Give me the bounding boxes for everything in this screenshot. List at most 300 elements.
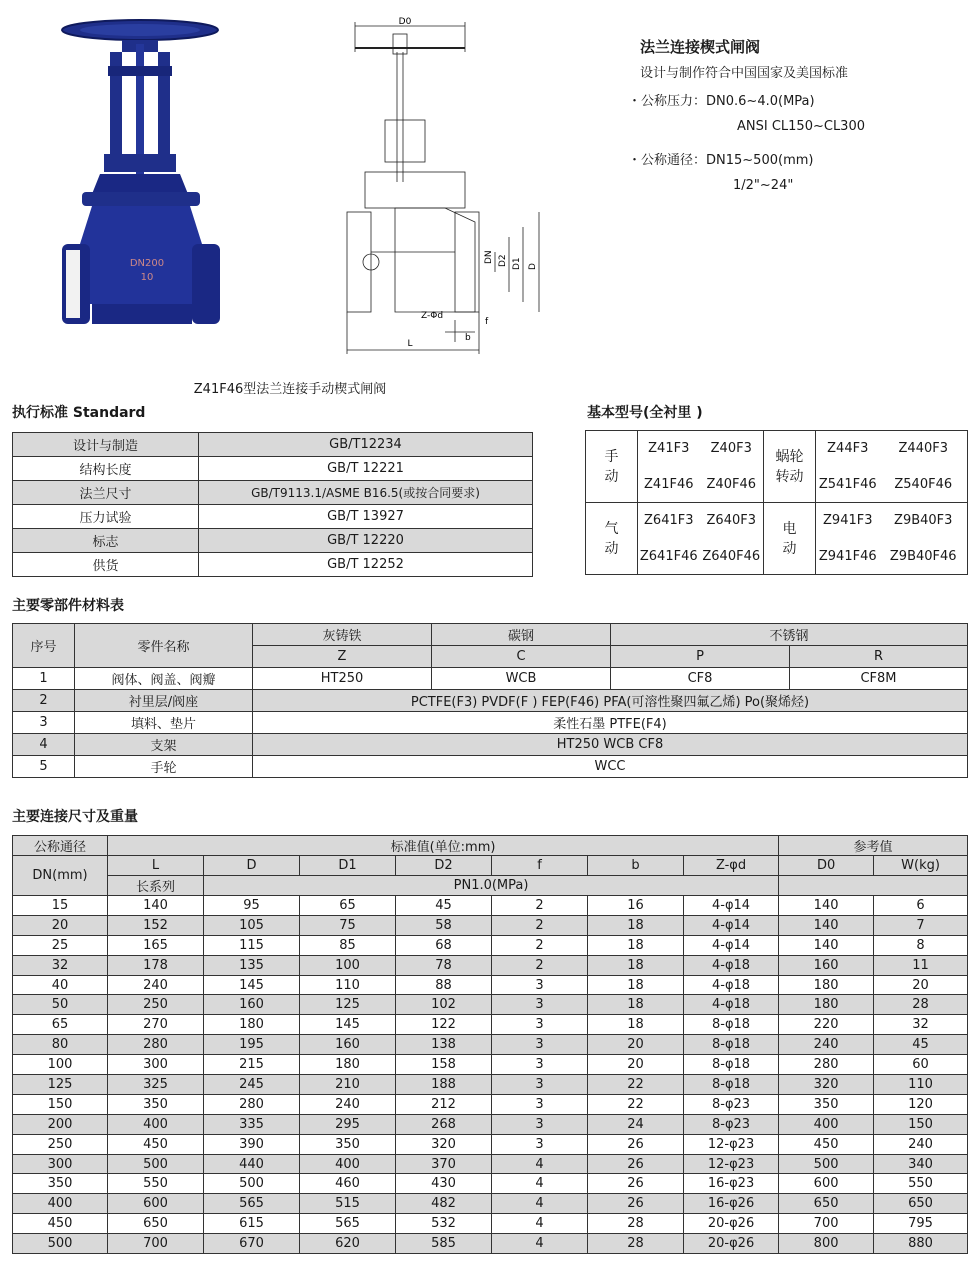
- dim-cell: 26: [588, 1154, 684, 1174]
- model-cell: Z641F46: [638, 539, 700, 575]
- model-cell: Z41F3: [638, 431, 700, 467]
- mat-value: HT250: [253, 668, 432, 690]
- table-row: [13, 1094, 968, 1114]
- dim-cell: 350: [13, 1174, 108, 1194]
- table-row: [13, 975, 968, 995]
- dim-cell: 3: [492, 975, 588, 995]
- dim-h-std: 标准值(单位:mm): [108, 836, 779, 856]
- table-row: [13, 529, 533, 553]
- bore-inch: 1/2"~24": [733, 178, 794, 193]
- body-mark-1: DN200: [129, 258, 165, 269]
- model-cell: Z40F46: [700, 467, 764, 503]
- dim-cell: 4: [492, 1154, 588, 1174]
- dim-cell: 120: [874, 1094, 968, 1114]
- dim-cell: 45: [396, 896, 492, 916]
- mat-c-z: Z: [253, 646, 432, 668]
- dim-cell: 58: [396, 915, 492, 935]
- dim-cell: 65: [13, 1015, 108, 1035]
- dim-cell: 105: [204, 915, 300, 935]
- standards-table: [12, 432, 533, 577]
- dim-cell: 270: [108, 1015, 204, 1035]
- dim-cell: 400: [779, 1114, 874, 1134]
- dim-h-f: f: [492, 856, 588, 876]
- dim-cell: 6: [874, 896, 968, 916]
- dim-cell: 350: [779, 1094, 874, 1114]
- dim-cell: 532: [396, 1214, 492, 1234]
- dim-cell: 2: [492, 935, 588, 955]
- dim-cell: 100: [300, 955, 396, 975]
- standard-item: 标志: [13, 529, 199, 553]
- dim-cell: 250: [108, 995, 204, 1015]
- dim-cell: 160: [779, 955, 874, 975]
- dim-cell: 180: [204, 1015, 300, 1035]
- model-cell: Z44F3: [816, 431, 880, 467]
- dim-cell: 22: [588, 1075, 684, 1095]
- dim-cell: 500: [13, 1234, 108, 1254]
- standard-value: GB/T9113.1/ASME B16.5(或按合同要求): [199, 481, 533, 505]
- dim-cell: 450: [779, 1134, 874, 1154]
- dim-cell: 880: [874, 1234, 968, 1254]
- dim-cell: 152: [108, 915, 204, 935]
- mat-name: 支架: [75, 734, 253, 756]
- mat-h-iron: 灰铸铁: [253, 624, 432, 646]
- table-row: [13, 553, 533, 577]
- dim-cell: 25: [13, 935, 108, 955]
- table-row: [13, 995, 968, 1015]
- dim-cell: 550: [108, 1174, 204, 1194]
- dim-cell: 515: [300, 1194, 396, 1214]
- dim-cell: 240: [108, 975, 204, 995]
- mat-value: WCC: [253, 756, 968, 778]
- dim-cell: 16-φ23: [684, 1174, 779, 1194]
- dim-cell: 585: [396, 1234, 492, 1254]
- label-f: f: [485, 317, 489, 327]
- dim-cell: 16-φ26: [684, 1194, 779, 1214]
- table-row: [13, 457, 533, 481]
- dim-h-L: L: [108, 856, 204, 876]
- dim-h-pn: PN1.0(MPa): [204, 876, 779, 896]
- table-row: [13, 690, 968, 712]
- table-row: [13, 1015, 968, 1035]
- standard-value: GB/T 12221: [199, 457, 533, 481]
- dim-cell: 15: [13, 896, 108, 916]
- product-desc: 设计与制作符合中国国家及美国标准: [640, 66, 849, 81]
- dim-cell: 482: [396, 1194, 492, 1214]
- dim-h-D0: D0: [779, 856, 874, 876]
- dim-cell: 12-φ23: [684, 1134, 779, 1154]
- dim-cell: 4-φ14: [684, 915, 779, 935]
- dim-cell: 565: [300, 1214, 396, 1234]
- table-row: [13, 505, 533, 529]
- dim-cell: 85: [300, 935, 396, 955]
- technical-drawing: [335, 12, 560, 357]
- dim-cell: 600: [108, 1194, 204, 1214]
- mat-value: CF8: [611, 668, 790, 690]
- dim-cell: 26: [588, 1174, 684, 1194]
- dim-cell: 400: [13, 1194, 108, 1214]
- dim-cell: 245: [204, 1075, 300, 1095]
- table-row: [13, 756, 968, 778]
- mat-c-c: C: [432, 646, 611, 668]
- dim-cell: 140: [779, 915, 874, 935]
- dim-cell: 8: [874, 935, 968, 955]
- dim-cell: 22: [588, 1094, 684, 1114]
- label-d: D: [528, 263, 538, 270]
- dim-cell: 700: [108, 1234, 204, 1254]
- dim-cell: 68: [396, 935, 492, 955]
- dim-cell: 615: [204, 1214, 300, 1234]
- dim-cell: 180: [300, 1055, 396, 1075]
- table-row: [13, 955, 968, 975]
- dim-cell: 122: [396, 1015, 492, 1035]
- table-row: [13, 712, 968, 734]
- dim-cell: 460: [300, 1174, 396, 1194]
- dim-cell: 195: [204, 1035, 300, 1055]
- dim-cell: 100: [13, 1055, 108, 1075]
- dim-cell: 188: [396, 1075, 492, 1095]
- dim-cell: 370: [396, 1154, 492, 1174]
- standard-value: GB/T12234: [199, 433, 533, 457]
- dim-cell: 325: [108, 1075, 204, 1095]
- dim-header-row: [13, 836, 968, 856]
- dim-cell: 650: [779, 1194, 874, 1214]
- pressure-label: ・公称压力：: [628, 94, 707, 109]
- model-cell: Z541F46: [816, 467, 880, 503]
- mat-c-r: R: [790, 646, 968, 668]
- dim-cell: 26: [588, 1194, 684, 1214]
- label-d0: D0: [398, 17, 412, 27]
- label-zd: Z-Φd: [421, 311, 444, 321]
- dim-cell: 280: [779, 1055, 874, 1075]
- electric-label: 电 动: [764, 503, 816, 575]
- dim-cell: 3: [492, 1035, 588, 1055]
- dim-cell: 28: [874, 995, 968, 1015]
- mat-name: 手轮: [75, 756, 253, 778]
- dim-cell: 3: [492, 1134, 588, 1154]
- pressure-line: [628, 90, 815, 109]
- mat-no: 1: [13, 668, 75, 690]
- dim-cell: 16: [588, 896, 684, 916]
- mat-name: 阀体、阀盖、阀瓣: [75, 668, 253, 690]
- dim-cell: 8-φ18: [684, 1055, 779, 1075]
- dim-cell: 500: [779, 1154, 874, 1174]
- dim-cell: 110: [874, 1075, 968, 1095]
- mat-h-no: 序号: [13, 624, 75, 668]
- pressure-ansi: ANSI CL150~CL300: [737, 119, 865, 134]
- pressure-value: DN0.6~4.0(MPa): [706, 94, 815, 109]
- dim-cell: 32: [874, 1015, 968, 1035]
- label-d2: D2: [498, 254, 508, 267]
- dim-cell: 4-φ14: [684, 896, 779, 916]
- manual-label: 手 动: [586, 431, 638, 503]
- dim-cell: 3: [492, 995, 588, 1015]
- dim-cell: 158: [396, 1055, 492, 1075]
- standard-value: GB/T 13927: [199, 505, 533, 529]
- dim-cell: 450: [108, 1134, 204, 1154]
- dim-cell: 220: [779, 1015, 874, 1035]
- worm-label: 蜗轮 转动: [764, 431, 816, 503]
- model-cell: Z40F3: [700, 431, 764, 467]
- dim-cell: 125: [300, 995, 396, 1015]
- dim-cell: 200: [13, 1114, 108, 1134]
- dim-cell: 3: [492, 1094, 588, 1114]
- dim-cell: 2: [492, 955, 588, 975]
- table-row: [13, 1114, 968, 1134]
- dim-h-W: W(kg): [874, 856, 968, 876]
- standard-item: 设计与制造: [13, 433, 199, 457]
- label-dn: DN: [484, 250, 494, 264]
- dim-cell: 2: [492, 915, 588, 935]
- model-row: [586, 503, 968, 539]
- dim-cell: 32: [13, 955, 108, 975]
- dim-cell: 350: [300, 1134, 396, 1154]
- bore-value: DN15~500(mm): [706, 153, 814, 168]
- dim-cell: 670: [204, 1234, 300, 1254]
- dim-cell: 240: [779, 1035, 874, 1055]
- dim-cell: 295: [300, 1114, 396, 1134]
- models-title: 基本型号(全衬里 ): [587, 405, 703, 421]
- dim-cell: 150: [13, 1094, 108, 1114]
- dim-cell: 2: [492, 896, 588, 916]
- dim-cell: 620: [300, 1234, 396, 1254]
- model-cell: Z440F3: [880, 431, 968, 467]
- dim-cell: 140: [779, 896, 874, 916]
- dim-cell: 320: [779, 1075, 874, 1095]
- dim-cell: 550: [874, 1174, 968, 1194]
- dim-cell: 135: [204, 955, 300, 975]
- dim-cell: 145: [204, 975, 300, 995]
- standard-item: 压力试验: [13, 505, 199, 529]
- table-row: [13, 915, 968, 935]
- dim-cell: 28: [588, 1234, 684, 1254]
- dim-cell: 80: [13, 1035, 108, 1055]
- mat-name: 衬里层/阀座: [75, 690, 253, 712]
- dim-h-ref: 参考值: [779, 836, 968, 856]
- table-row: [13, 1055, 968, 1075]
- dim-h-Z: Z-φd: [684, 856, 779, 876]
- photo-caption: Z41F46型法兰连接手动楔式闸阀: [193, 382, 387, 397]
- mat-name: 填料、垫片: [75, 712, 253, 734]
- dim-cell: 4-φ18: [684, 995, 779, 1015]
- dim-cell: 430: [396, 1174, 492, 1194]
- dim-cell: 18: [588, 955, 684, 975]
- dim-cell: 650: [108, 1214, 204, 1234]
- dim-cell: 500: [204, 1174, 300, 1194]
- dim-cell: 215: [204, 1055, 300, 1075]
- table-row: [13, 433, 533, 457]
- dim-cell: 4-φ18: [684, 975, 779, 995]
- dim-cell: 3: [492, 1015, 588, 1035]
- mat-no: 2: [13, 690, 75, 712]
- dim-cell: 240: [874, 1134, 968, 1154]
- dim-cell: 50: [13, 995, 108, 1015]
- dim-cell: 20: [874, 975, 968, 995]
- dim-cell: 500: [108, 1154, 204, 1174]
- table-row: [13, 1174, 968, 1194]
- model-cell: Z941F46: [816, 539, 880, 575]
- dim-cell: 180: [779, 995, 874, 1015]
- dim-cell: 102: [396, 995, 492, 1015]
- dim-cell: 300: [13, 1154, 108, 1174]
- body-mark-2: 10: [140, 272, 154, 283]
- model-cell: Z41F46: [638, 467, 700, 503]
- dim-cell: 20-φ26: [684, 1234, 779, 1254]
- mat-h-name: 零件名称: [75, 624, 253, 668]
- dim-cell: 140: [779, 935, 874, 955]
- dim-cell: 95: [204, 896, 300, 916]
- dim-cell: 75: [300, 915, 396, 935]
- dim-cell: 4: [492, 1194, 588, 1214]
- table-row: [13, 1035, 968, 1055]
- dim-cell: 20-φ26: [684, 1214, 779, 1234]
- dim-cell: 212: [396, 1094, 492, 1114]
- dim-cell: 18: [588, 995, 684, 1015]
- dim-cell: 140: [108, 896, 204, 916]
- dim-cell: 160: [300, 1035, 396, 1055]
- dim-cell: 178: [108, 955, 204, 975]
- dim-cell: 565: [204, 1194, 300, 1214]
- dim-cell: 11: [874, 955, 968, 975]
- dim-cell: 4: [492, 1174, 588, 1194]
- dim-cell: 3: [492, 1114, 588, 1134]
- dim-cell: 40: [13, 975, 108, 995]
- dim-cell: 60: [874, 1055, 968, 1075]
- dim-cell: 350: [108, 1094, 204, 1114]
- dim-cell: 125: [13, 1075, 108, 1095]
- mat-no: 5: [13, 756, 75, 778]
- dim-cell: 8-φ23: [684, 1114, 779, 1134]
- table-row: [13, 896, 968, 916]
- dim-cell: 115: [204, 935, 300, 955]
- dim-cell: 8-φ18: [684, 1015, 779, 1035]
- dim-cell: 450: [13, 1214, 108, 1234]
- table-row: [13, 1134, 968, 1154]
- materials-header-row: [13, 624, 968, 646]
- dim-cell: 138: [396, 1035, 492, 1055]
- standard-value: GB/T 12220: [199, 529, 533, 553]
- dim-cell: 110: [300, 975, 396, 995]
- table-row: [13, 1154, 968, 1174]
- dim-cell: 400: [300, 1154, 396, 1174]
- dim-cell: 160: [204, 995, 300, 1015]
- dim-cell: 440: [204, 1154, 300, 1174]
- dim-cell: 390: [204, 1134, 300, 1154]
- dim-cell: 4: [492, 1234, 588, 1254]
- dim-header-row: [13, 856, 968, 876]
- dimensions-table: [12, 835, 968, 1254]
- materials-table: [12, 623, 968, 778]
- mat-no: 3: [13, 712, 75, 734]
- label-b: b: [465, 333, 471, 343]
- mat-value: 柔性石墨 PTFE(F4): [253, 712, 968, 734]
- dim-cell: 26: [588, 1134, 684, 1154]
- dim-cell: 240: [300, 1094, 396, 1114]
- mat-h-stainless: 不锈钢: [611, 624, 968, 646]
- table-row: [13, 1234, 968, 1254]
- dim-cell: 3: [492, 1055, 588, 1075]
- table-row: [13, 481, 533, 505]
- mat-no: 4: [13, 734, 75, 756]
- models-table: [585, 430, 968, 575]
- dim-cell: 8-φ18: [684, 1035, 779, 1055]
- dim-cell: 3: [492, 1075, 588, 1095]
- dim-h-D: D: [204, 856, 300, 876]
- dim-cell: 700: [779, 1214, 874, 1234]
- dim-cell: 320: [396, 1134, 492, 1154]
- mat-value: CF8M: [790, 668, 968, 690]
- standard-value: GB/T 12252: [199, 553, 533, 577]
- dim-cell: 12-φ23: [684, 1154, 779, 1174]
- pneumatic-label: 气 动: [586, 503, 638, 575]
- product-title: 法兰连接楔式闸阀: [640, 38, 761, 56]
- model-row: [586, 431, 968, 467]
- mat-value: WCB: [432, 668, 611, 690]
- table-row: [13, 668, 968, 690]
- dim-cell: 8-φ23: [684, 1094, 779, 1114]
- dim-cell: 4: [492, 1214, 588, 1234]
- dim-cell: 250: [13, 1134, 108, 1154]
- dim-cell: 4-φ18: [684, 955, 779, 975]
- dim-cell: 650: [874, 1194, 968, 1214]
- table-row: [13, 935, 968, 955]
- standard-item: 结构长度: [13, 457, 199, 481]
- dim-h-D2: D2: [396, 856, 492, 876]
- dim-header-row: [13, 876, 968, 896]
- dim-cell: 28: [588, 1214, 684, 1234]
- mat-value: HT250 WCB CF8: [253, 734, 968, 756]
- dim-cell: 280: [204, 1094, 300, 1114]
- table-row: [13, 734, 968, 756]
- dim-cell: 18: [588, 975, 684, 995]
- dim-cell: 18: [588, 935, 684, 955]
- dim-cell: 795: [874, 1214, 968, 1234]
- dim-h-long: 长系列: [108, 876, 204, 896]
- model-cell: Z941F3: [816, 503, 880, 539]
- dim-cell: 65: [300, 896, 396, 916]
- mat-c-p: P: [611, 646, 790, 668]
- dim-cell: 20: [588, 1035, 684, 1055]
- model-cell: Z9B40F3: [880, 503, 968, 539]
- table-row: [13, 1194, 968, 1214]
- dim-cell: 268: [396, 1114, 492, 1134]
- model-cell: Z9B40F46: [880, 539, 968, 575]
- mat-value: PCTFE(F3) PVDF(F ) FEP(F46) PFA(可溶性聚四氟乙烯) Po(聚烯烃): [253, 690, 968, 712]
- model-cell: Z540F46: [880, 467, 968, 503]
- dim-cell: 145: [300, 1015, 396, 1035]
- bore-label: ・公称通径：: [628, 153, 707, 168]
- table-row: [13, 1214, 968, 1234]
- dim-cell: 300: [108, 1055, 204, 1075]
- dim-h-dn1: 公称通径: [13, 836, 108, 856]
- dim-h-dn2: DN(mm): [13, 856, 108, 896]
- dim-cell: 210: [300, 1075, 396, 1095]
- dim-cell: 800: [779, 1234, 874, 1254]
- mat-h-carbon: 碳钢: [432, 624, 611, 646]
- dim-cell: 78: [396, 955, 492, 975]
- dim-cell: 180: [779, 975, 874, 995]
- dim-cell: 7: [874, 915, 968, 935]
- dim-cell: 18: [588, 915, 684, 935]
- dim-cell: 165: [108, 935, 204, 955]
- dim-cell: 8-φ18: [684, 1075, 779, 1095]
- bore-line: [628, 149, 813, 168]
- dim-cell: 24: [588, 1114, 684, 1134]
- dim-cell: 88: [396, 975, 492, 995]
- dim-cell: 340: [874, 1154, 968, 1174]
- standards-title: 执行标准 Standard: [12, 405, 146, 421]
- label-l: L: [407, 339, 413, 349]
- materials-title: 主要零部件材料表: [12, 598, 124, 614]
